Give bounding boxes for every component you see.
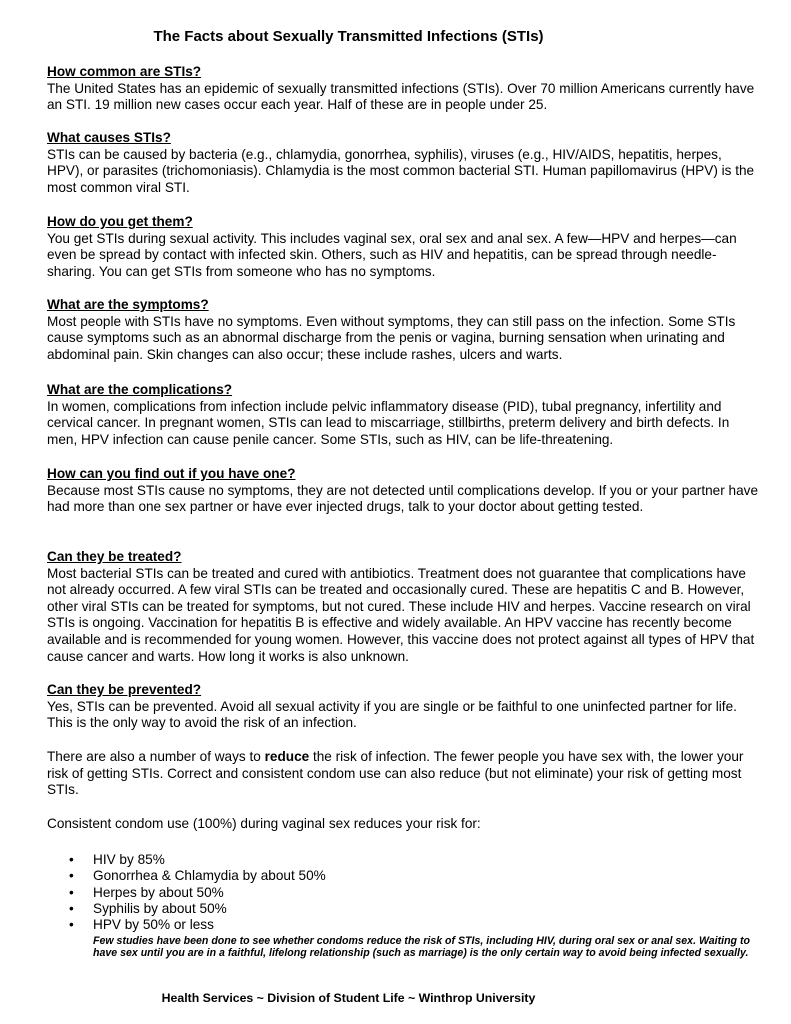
list-item-text: Herpes by about 50%	[93, 884, 224, 900]
footer: Health Services ~ Division of Student Life ~ Winthrop University	[161, 991, 536, 1005]
section-prevented	[47, 682, 759, 732]
list-item	[47, 901, 759, 917]
list-item-text: Syphilis by about 50%	[93, 900, 227, 916]
list-item-text: HPV by 50% or less	[93, 917, 214, 933]
section-body: The United States has an epidemic of sexually transmitted infections (STIs). Over 70 million Americans currently have an STI. 19 million new cases occur each year. Half of these are in people under 25.	[47, 80, 755, 113]
section-body: STIs can be caused by bacteria (e.g., chlamydia, gonorrhea, syphilis), viruses (e.g., HIV/AIDS, hepatitis, herpes, HPV), or parasites (trichomoniasis). Chlamydia is the most common bacterial STI. Human papillomavirus (HPV) is the most common viral STI.	[47, 146, 755, 195]
section-body: Because most STIs cause no symptoms, they are not detected until complications develop. If you or your partner have had more than one sex partner or have ever injected drugs, talk to your doctor about getting tested.	[47, 482, 759, 515]
section-heading: How can you find out if you have one?	[47, 466, 296, 481]
risk-reduction-list	[47, 852, 759, 933]
reduce-emphasis: reduce	[264, 749, 310, 764]
condom-note: Few studies have been done to see whether condoms reduce the risk of STIs, including HIV, during oral sex or anal sex. Waiting to have sex until you are in a faithful, lifelong relationship (such as marriage) is the only certain way to avoid being infected sexually.	[93, 935, 750, 960]
list-item	[47, 917, 759, 933]
section-heading: What causes STIs?	[47, 130, 171, 145]
section-heading: What are the complications?	[47, 382, 233, 397]
bullet-icon: •	[69, 868, 74, 884]
bullet-icon: •	[69, 852, 74, 867]
section-symptoms	[47, 297, 759, 363]
section-body: You get STIs during sexual activity. This includes vaginal sex, oral sex and anal sex. A few—HPV and herpes—can even be spread by contact with infected skin. Others, such as HIV and hepatitis, can be spread through needle-sharing. You can get STIs from someone who has no symptoms.	[47, 230, 737, 279]
list-item	[47, 868, 759, 884]
section-body: Most people with STIs have no symptoms. Even without symptoms, they can still pass on the infection. Some STIs cause symptoms such as an abnormal discharge from the penis or vagina, burning sensation when urinating and abdominal pain. Skin changes can also occur; these include rashes, ulcers and warts.	[47, 313, 736, 362]
section-how-get	[47, 214, 759, 280]
document-title: The Facts about Sexually Transmitted Infections (STIs)	[153, 28, 544, 45]
reduce-paragraph	[47, 749, 759, 799]
section-treated	[47, 549, 759, 665]
list-item	[47, 885, 759, 901]
section-complications	[47, 382, 759, 448]
section-heading: Can they be prevented?	[47, 682, 202, 697]
bullet-icon: •	[69, 900, 74, 916]
section-body: In women, complications from infection include pelvic inflammatory disease (PID), tubal pregnancy, infertility and cervical cancer. In pregnant women, STIs can lead to miscarriage, stillbirths, preterm delivery and birth defects. In men, HPV infection can cause penile cancer. Some STIs, such as HIV, can be life-threatening.	[47, 398, 730, 447]
section-how-common	[47, 64, 759, 114]
list-item-text: Gonorrhea & Chlamydia by about 50%	[93, 868, 326, 884]
section-body: Yes, STIs can be prevented. Avoid all sexual activity if you are single or be faithful to one uninfected partner for life. This is the only way to avoid the risk of an infection.	[47, 698, 737, 731]
reduce-text-after: the risk of infection. The fewer people you have sex with, the lower your risk of getting STIs. Correct and consistent condom use can also reduce (but not eliminate) your risk of getting most STIs.	[47, 749, 744, 798]
reduce-text-before: There are also a number of ways to	[47, 749, 265, 764]
section-heading: How do you get them?	[47, 214, 193, 229]
section-heading: What are the symptoms?	[47, 297, 209, 312]
section-find-out	[47, 466, 759, 516]
section-heading: How common are STIs?	[47, 64, 202, 79]
bullet-icon: •	[69, 884, 74, 900]
list-item-text: HIV by 85%	[93, 852, 165, 867]
section-causes	[47, 130, 759, 196]
bullet-icon: •	[69, 917, 74, 933]
condom-intro: Consistent condom use (100%) during vaginal sex reduces your risk for:	[47, 816, 481, 831]
list-item	[47, 852, 759, 868]
section-heading: Can they be treated?	[47, 549, 182, 564]
section-body: Most bacterial STIs can be treated and cured with antibiotics. Treatment does not guarantee that complications have not already occurred. A few viral STIs can be treated and occasionally cured. These are hepatitis C and B. However, other viral STIs can be treated for symptoms, but not cured. These include HIV and herpes. Vaccine research on viral STIs is ongoing. Vaccination for hepatitis B is effective and widely available. An HPV vaccine has recently become available and is recommended for young women. However, this vaccine does not protect against all types of HPV that cause cancer and warts. How long it works is also unknown.	[47, 565, 755, 664]
